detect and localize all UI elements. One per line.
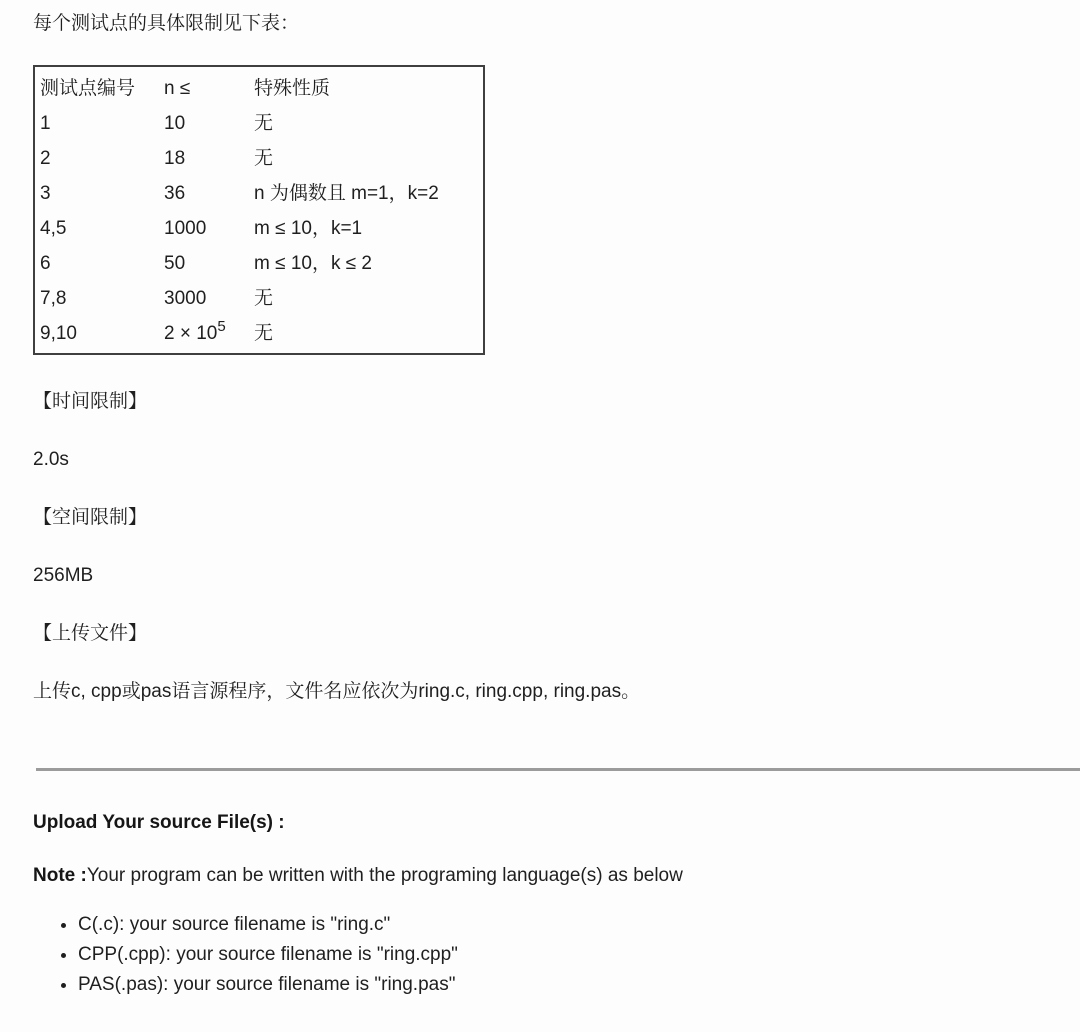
cell-n: 18	[164, 148, 186, 169]
cell-n: $2 \times 10^5$	[164, 317, 226, 344]
cell-special: n 为偶数且 m=1，k=2	[254, 183, 439, 204]
note-label: Note :	[33, 865, 87, 886]
cell-testpoint: 4,5	[40, 218, 67, 239]
language-item-pas: • PAS(.pas): your source filename is "ring.pas"	[78, 974, 1080, 996]
cell-special: 无	[254, 288, 274, 309]
col-header-special: 特殊性质	[254, 78, 331, 99]
table-row	[40, 281, 479, 316]
time-limit-heading: 【时间限制】	[33, 391, 148, 412]
cell-n: 10	[164, 113, 186, 134]
cell-n: 50	[164, 253, 186, 274]
cell-special: 无	[254, 148, 274, 169]
cell-testpoint: 9,10	[40, 323, 77, 344]
cell-testpoint: 6	[40, 253, 51, 274]
note-text: Your program can be written with the programing language(s) as below	[86, 865, 683, 886]
cell-testpoint: 3	[40, 183, 51, 204]
cell-special: m ≤ 10，k=1	[254, 218, 363, 239]
col-header-testpoint: 测试点编号	[40, 78, 136, 99]
cell-testpoint: 7,8	[40, 288, 67, 309]
cell-special: m ≤ 10，k ≤ 2	[254, 253, 372, 274]
col-header-n: n ≤	[164, 78, 191, 99]
test-limits-table	[33, 65, 485, 355]
table-row	[40, 141, 479, 176]
table-row	[40, 106, 479, 141]
language-list	[33, 914, 1080, 996]
upload-file-heading: 【上传文件】	[33, 623, 148, 644]
table-header-row	[40, 71, 479, 106]
section-divider	[36, 768, 1080, 771]
upload-source-title: Upload Your source File(s) :	[33, 812, 285, 833]
table-row	[40, 176, 479, 211]
note-line	[33, 864, 1080, 888]
cell-n: 3000	[164, 288, 207, 309]
memory-limit-heading: 【空间限制】	[33, 507, 148, 528]
language-item-cpp: • CPP(.cpp): your source filename is "ring.cpp"	[78, 944, 1080, 966]
cell-testpoint: 2	[40, 148, 51, 169]
cell-n: 1000	[164, 218, 207, 239]
table-row	[40, 246, 479, 281]
table-row	[40, 316, 479, 351]
cell-special: 无	[254, 113, 274, 134]
cell-testpoint: 1	[40, 113, 51, 134]
upload-file-instructions: 上传c, cpp或pas语言源程序，文件名应依次为ring.c, ring.cpp, ring.pas。	[33, 681, 641, 702]
intro-text: 每个测试点的具体限制见下表：	[33, 13, 300, 34]
table-row	[40, 211, 479, 246]
memory-limit-value: 256MB	[33, 565, 94, 586]
language-item-c: • C(.c): your source filename is "ring.c"	[78, 914, 1080, 936]
time-limit-value: 2.0s	[33, 449, 69, 470]
cell-special: 无	[254, 323, 274, 344]
cell-n: 36	[164, 183, 186, 204]
n-exponent: 5	[217, 317, 226, 335]
